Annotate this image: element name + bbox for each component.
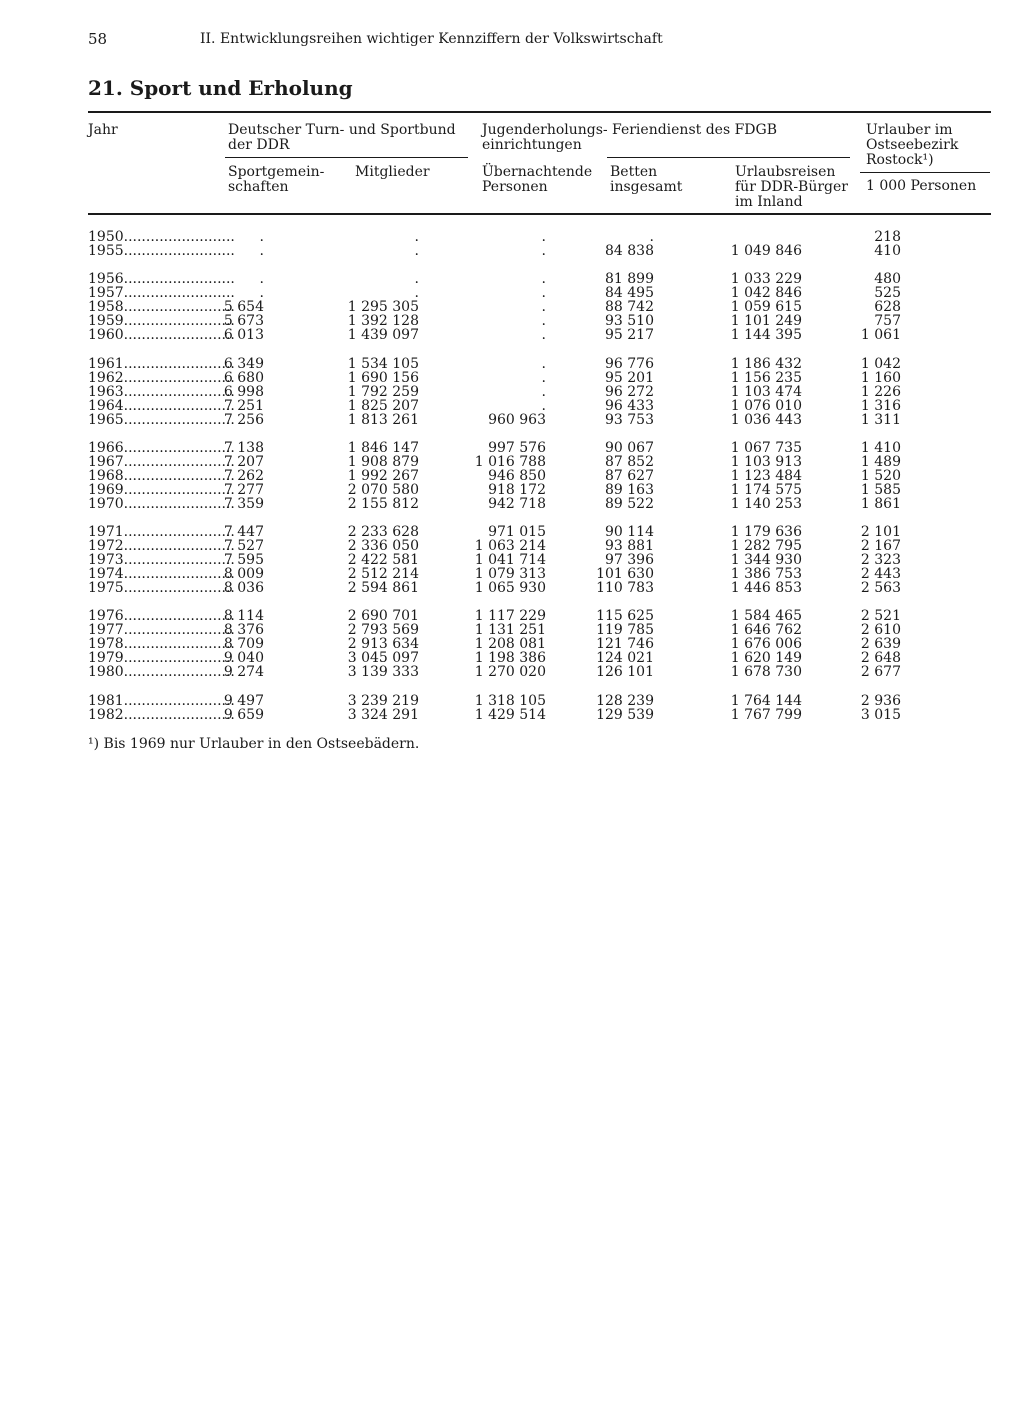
fdgb-beds-cell: 124 021 <box>596 650 654 667</box>
dtsb-members-cell: 1 846 147 <box>347 440 419 456</box>
fdgb-beds-cell: . <box>649 229 654 245</box>
youth-overnight-cell: . <box>541 398 546 415</box>
fdgb-trips-cell: 1 101 249 <box>730 313 802 330</box>
rostock-cell: 2 443 <box>860 566 901 583</box>
fdgb-trips-cell: 1 103 474 <box>730 384 802 401</box>
fdgb-beds-cell: 121 746 <box>596 636 654 653</box>
table-row <box>0 694 1024 708</box>
rostock-cell: 1 160 <box>860 370 901 387</box>
rostock-cell: 2 610 <box>860 622 901 639</box>
col-header-rostock-unit: 1 000 Personen <box>866 178 977 194</box>
fdgb-beds-cell: 115 625 <box>596 608 654 624</box>
dtsb-clubs-cell: 6 680 <box>223 370 264 387</box>
dtsb-members-cell: 1 690 156 <box>347 370 419 387</box>
fdgb-beds-cell: 90 067 <box>605 440 654 456</box>
rostock-cell: 218 <box>874 229 901 245</box>
year-cell: 1950......................... <box>88 229 235 245</box>
dtsb-members-cell: 2 155 812 <box>347 496 419 513</box>
rostock-cell: 2 563 <box>860 580 901 597</box>
youth-overnight-cell: 1 041 714 <box>474 552 546 569</box>
fdgb-beds-cell: 95 201 <box>605 370 654 387</box>
col-header-dtsb: Deutscher Turn- und Sportbund der DDR <box>228 122 456 153</box>
dtsb-members-cell: 1 295 305 <box>347 299 419 316</box>
table-row <box>0 300 1024 314</box>
rostock-cell: 2 936 <box>860 693 901 709</box>
table-row <box>0 525 1024 539</box>
fdgb-trips-cell: 1 174 575 <box>730 482 802 499</box>
dtsb-clubs-cell: 7 251 <box>223 398 264 415</box>
dtsb-members-cell: 2 512 214 <box>347 566 419 583</box>
fdgb-trips-cell: 1 282 795 <box>730 538 802 555</box>
rostock-cell: 1 061 <box>860 327 901 344</box>
fdgb-beds-cell: 96 776 <box>605 356 654 372</box>
year-cell: 1978......................... <box>88 636 235 653</box>
youth-overnight-cell: 1 016 788 <box>474 454 546 471</box>
dtsb-clubs-cell: 7 207 <box>223 454 264 471</box>
fdgb-trips-cell: 1 386 753 <box>730 566 802 583</box>
rostock-cell: 1 316 <box>860 398 901 415</box>
fdgb-beds-cell: 84 838 <box>605 243 654 260</box>
youth-overnight-cell: 1 270 020 <box>474 664 546 681</box>
table-row <box>0 497 1024 511</box>
year-cell: 1980......................... <box>88 664 235 681</box>
dtsb-clubs-cell: 7 277 <box>223 482 264 499</box>
dtsb-members-cell: 1 439 097 <box>347 327 419 344</box>
dtsb-members-cell: 2 070 580 <box>347 482 419 499</box>
table-row <box>0 609 1024 623</box>
rostock-cell: 525 <box>874 285 901 302</box>
youth-overnight-cell: . <box>541 285 546 302</box>
year-cell: 1961......................... <box>88 356 235 372</box>
dtsb-members-cell: 3 139 333 <box>347 664 419 681</box>
table-row <box>0 469 1024 483</box>
dtsb-clubs-cell: . <box>259 271 264 287</box>
header-bottom-rule <box>88 213 991 215</box>
table-row <box>0 230 1024 244</box>
dtsb-clubs-cell: 5 673 <box>223 313 264 330</box>
dtsb-clubs-cell: 8 709 <box>223 636 264 653</box>
table-row <box>0 553 1024 567</box>
fdgb-beds-cell: 88 742 <box>605 299 654 316</box>
col-header-youth-overnight: Übernachtende Personen <box>482 164 593 195</box>
dtsb-clubs-cell: 8 036 <box>223 580 264 597</box>
rostock-cell: 1 042 <box>860 356 901 372</box>
fdgb-beds-cell: 93 881 <box>605 538 654 555</box>
fdgb-beds-cell: 93 753 <box>605 412 654 429</box>
rostock-cell: 1 489 <box>860 454 901 471</box>
fdgb-trips-cell: 1 156 235 <box>730 370 802 387</box>
fdgb-trips-cell: 1 186 432 <box>730 356 802 372</box>
table-row <box>0 371 1024 385</box>
page-number: 58 <box>88 30 108 48</box>
dtsb-members-cell: 3 324 291 <box>347 707 419 724</box>
rostock-cell: 1 311 <box>860 412 901 429</box>
fdgb-beds-cell: 90 114 <box>605 524 654 540</box>
fdgb-trips-cell: 1 144 395 <box>730 327 802 344</box>
fdgb-trips-cell: 1 646 762 <box>730 622 802 639</box>
table-row <box>0 272 1024 286</box>
year-cell: 1979......................... <box>88 650 235 667</box>
dtsb-members-cell: . <box>414 271 419 287</box>
fdgb-group-rule <box>607 157 850 158</box>
fdgb-trips-cell: 1 584 465 <box>730 608 802 624</box>
running-head: II. Entwicklungsreihen wichtiger Kennziffern der Volkswirtschaft <box>200 31 663 47</box>
dtsb-members-cell: 2 690 701 <box>347 608 419 624</box>
table-row <box>0 455 1024 469</box>
youth-overnight-cell: 971 015 <box>488 524 546 540</box>
fdgb-trips-cell: 1 049 846 <box>730 243 802 260</box>
year-cell: 1977......................... <box>88 622 235 639</box>
rostock-cell: 1 585 <box>860 482 901 499</box>
year-cell: 1959......................... <box>88 313 235 330</box>
rostock-cell: 1 410 <box>860 440 901 456</box>
year-cell: 1975......................... <box>88 580 235 597</box>
year-cell: 1957......................... <box>88 285 235 302</box>
rostock-cell: 2 521 <box>860 608 901 624</box>
youth-overnight-cell: . <box>541 299 546 316</box>
dtsb-members-cell: 1 908 879 <box>347 454 419 471</box>
rostock-cell: 1 226 <box>860 384 901 401</box>
year-cell: 1962......................... <box>88 370 235 387</box>
dtsb-clubs-cell: . <box>259 243 264 260</box>
dtsb-members-cell: 1 392 128 <box>347 313 419 330</box>
dtsb-clubs-cell: 9 040 <box>223 650 264 667</box>
year-cell: 1963......................... <box>88 384 235 401</box>
year-cell: 1976......................... <box>88 608 235 624</box>
youth-overnight-cell: 1 079 313 <box>474 566 546 583</box>
youth-overnight-cell: 918 172 <box>488 482 546 499</box>
table-row <box>0 328 1024 342</box>
dtsb-members-cell: 1 534 105 <box>347 356 419 372</box>
youth-overnight-cell: . <box>541 370 546 387</box>
fdgb-trips-cell: 1 059 615 <box>730 299 802 316</box>
youth-overnight-cell: . <box>541 327 546 344</box>
rostock-cell: 1 520 <box>860 468 901 485</box>
youth-overnight-cell: 942 718 <box>488 496 546 513</box>
year-cell: 1960......................... <box>88 327 235 344</box>
rostock-cell: 2 648 <box>860 650 901 667</box>
youth-overnight-cell: 1 208 081 <box>474 636 546 653</box>
fdgb-beds-cell: 129 539 <box>596 707 654 724</box>
table-row <box>0 567 1024 581</box>
year-cell: 1982......................... <box>88 707 235 724</box>
rostock-cell: 480 <box>874 271 901 287</box>
dtsb-members-cell: 2 594 861 <box>347 580 419 597</box>
table-row <box>0 539 1024 553</box>
dtsb-clubs-cell: 7 359 <box>223 496 264 513</box>
dtsb-clubs-cell: 9 497 <box>223 693 264 709</box>
dtsb-clubs-cell: . <box>259 229 264 245</box>
year-cell: 1964......................... <box>88 398 235 415</box>
dtsb-clubs-cell: 7 527 <box>223 538 264 555</box>
youth-overnight-cell: 946 850 <box>488 468 546 485</box>
dtsb-clubs-cell: 7 138 <box>223 440 264 456</box>
table-top-rule <box>88 111 991 113</box>
fdgb-trips-cell: 1 076 010 <box>730 398 802 415</box>
fdgb-trips-cell: 1 123 484 <box>730 468 802 485</box>
year-cell: 1970......................... <box>88 496 235 513</box>
dtsb-members-cell: 3 239 219 <box>347 693 419 709</box>
youth-overnight-cell: 997 576 <box>488 440 546 456</box>
year-cell: 1981......................... <box>88 693 235 709</box>
dtsb-clubs-cell: 7 262 <box>223 468 264 485</box>
fdgb-trips-cell: 1 767 799 <box>730 707 802 724</box>
col-header-fdgb: Feriendienst des FDGB <box>612 122 777 138</box>
year-cell: 1966......................... <box>88 440 235 456</box>
dtsb-members-cell: . <box>414 243 419 260</box>
year-cell: 1958......................... <box>88 299 235 316</box>
youth-overnight-cell: . <box>541 313 546 330</box>
table-row <box>0 665 1024 679</box>
fdgb-beds-cell: 95 217 <box>605 327 654 344</box>
year-cell: 1969......................... <box>88 482 235 499</box>
dtsb-clubs-cell: 6 998 <box>223 384 264 401</box>
dtsb-clubs-cell: 8 376 <box>223 622 264 639</box>
dtsb-members-cell: 3 045 097 <box>347 650 419 667</box>
table-row <box>0 385 1024 399</box>
fdgb-trips-cell: 1 676 006 <box>730 636 802 653</box>
youth-overnight-cell: 1 065 930 <box>474 580 546 597</box>
dtsb-members-cell: 2 793 569 <box>347 622 419 639</box>
dtsb-clubs-cell: 5 654 <box>223 299 264 316</box>
fdgb-trips-cell: 1 042 846 <box>730 285 802 302</box>
fdgb-beds-cell: 128 239 <box>596 693 654 709</box>
dtsb-clubs-cell: 8 114 <box>223 608 264 624</box>
fdgb-beds-cell: 84 495 <box>605 285 654 302</box>
col-header-fdgb-trips: Urlaubsreisen für DDR-Bürger im Inland <box>735 164 848 210</box>
rostock-cell: 410 <box>874 243 901 260</box>
section-title: 21. Sport und Erholung <box>88 76 353 100</box>
table-row <box>0 357 1024 371</box>
year-cell: 1956......................... <box>88 271 235 287</box>
table-row <box>0 441 1024 455</box>
dtsb-clubs-cell: 9 274 <box>223 664 264 681</box>
fdgb-trips-cell: 1 764 144 <box>730 693 802 709</box>
youth-overnight-cell: 1 318 105 <box>474 693 546 709</box>
youth-overnight-cell: . <box>541 356 546 372</box>
dtsb-members-cell: . <box>414 229 419 245</box>
fdgb-beds-cell: 101 630 <box>596 566 654 583</box>
year-cell: 1968......................... <box>88 468 235 485</box>
table-row <box>0 399 1024 413</box>
year-cell: 1965......................... <box>88 412 235 429</box>
dtsb-clubs-cell: 8 009 <box>223 566 264 583</box>
year-cell: 1971......................... <box>88 524 235 540</box>
dtsb-clubs-cell: 7 256 <box>223 412 264 429</box>
youth-overnight-cell: . <box>541 271 546 287</box>
fdgb-trips-cell: 1 103 913 <box>730 454 802 471</box>
footnote: ¹) Bis 1969 nur Urlauber in den Ostseebädern. <box>88 736 420 752</box>
dtsb-clubs-cell: 6 349 <box>223 356 264 372</box>
table-row <box>0 244 1024 258</box>
rostock-cell: 757 <box>874 313 901 330</box>
rostock-cell: 2 101 <box>860 524 901 540</box>
year-cell: 1973......................... <box>88 552 235 569</box>
youth-overnight-cell: 1 131 251 <box>474 622 546 639</box>
fdgb-trips-cell: 1 179 636 <box>730 524 802 540</box>
dtsb-members-cell: 2 233 628 <box>347 524 419 540</box>
dtsb-clubs-cell: 6 013 <box>223 327 264 344</box>
col-header-rostock: Urlauber im Ostseebezirk Rostock¹) <box>866 122 959 168</box>
dtsb-members-cell: 2 913 634 <box>347 636 419 653</box>
year-cell: 1955......................... <box>88 243 235 260</box>
rostock-cell: 2 639 <box>860 636 901 653</box>
dtsb-members-cell: . <box>414 285 419 302</box>
fdgb-trips-cell: 1 344 930 <box>730 552 802 569</box>
rostock-cell: 2 677 <box>860 664 901 681</box>
table-row <box>0 581 1024 595</box>
fdgb-trips-cell: 1 140 253 <box>730 496 802 513</box>
dtsb-members-cell: 1 992 267 <box>347 468 419 485</box>
table-row <box>0 623 1024 637</box>
rostock-cell: 2 323 <box>860 552 901 569</box>
table-row <box>0 651 1024 665</box>
fdgb-beds-cell: 126 101 <box>596 664 654 681</box>
fdgb-beds-cell: 96 272 <box>605 384 654 401</box>
col-header-year: Jahr <box>88 122 118 138</box>
dtsb-members-cell: 2 336 050 <box>347 538 419 555</box>
rostock-cell: 1 861 <box>860 496 901 513</box>
dtsb-members-cell: 1 792 259 <box>347 384 419 401</box>
dtsb-members-cell: 2 422 581 <box>347 552 419 569</box>
fdgb-trips-cell: 1 067 735 <box>730 440 802 456</box>
fdgb-trips-cell: 1 033 229 <box>730 271 802 287</box>
fdgb-beds-cell: 87 627 <box>605 468 654 485</box>
table-row <box>0 314 1024 328</box>
col-header-youth: Jugenderholungs-einrichtungen <box>482 122 608 153</box>
fdgb-trips-cell: 1 036 443 <box>730 412 802 429</box>
dtsb-group-rule <box>225 157 468 158</box>
col-header-dtsb-members: Mitglieder <box>355 164 430 180</box>
table-row <box>0 483 1024 497</box>
dtsb-members-cell: 1 825 207 <box>347 398 419 415</box>
youth-overnight-cell: 1 198 386 <box>474 650 546 667</box>
rostock-cell: 2 167 <box>860 538 901 555</box>
year-cell: 1972......................... <box>88 538 235 555</box>
fdgb-trips-cell: 1 678 730 <box>730 664 802 681</box>
col-header-fdgb-beds: Betten insgesamt <box>610 164 683 195</box>
year-cell: 1967......................... <box>88 454 235 471</box>
youth-overnight-cell: . <box>541 384 546 401</box>
dtsb-clubs-cell: . <box>259 285 264 302</box>
dtsb-members-cell: 1 813 261 <box>347 412 419 429</box>
fdgb-trips-cell: 1 446 853 <box>730 580 802 597</box>
fdgb-beds-cell: 89 163 <box>605 482 654 499</box>
dtsb-clubs-cell: 7 447 <box>223 524 264 540</box>
rostock-cell: 628 <box>874 299 901 316</box>
rostock-cell: 3 015 <box>860 707 901 724</box>
youth-overnight-cell: 1 429 514 <box>474 707 546 724</box>
fdgb-beds-cell: 96 433 <box>605 398 654 415</box>
table-row <box>0 286 1024 300</box>
fdgb-beds-cell: 110 783 <box>596 580 654 597</box>
fdgb-beds-cell: 81 899 <box>605 271 654 287</box>
fdgb-trips-cell: 1 620 149 <box>730 650 802 667</box>
fdgb-beds-cell: 119 785 <box>596 622 654 639</box>
fdgb-beds-cell: 93 510 <box>605 313 654 330</box>
fdgb-beds-cell: 87 852 <box>605 454 654 471</box>
fdgb-beds-cell: 89 522 <box>605 496 654 513</box>
youth-overnight-cell: 960 963 <box>488 412 546 429</box>
table-row <box>0 413 1024 427</box>
table-row <box>0 637 1024 651</box>
year-cell: 1974......................... <box>88 566 235 583</box>
col-header-dtsb-clubs: Sportgemein-schaften <box>228 164 325 195</box>
youth-overnight-cell: . <box>541 229 546 245</box>
youth-overnight-cell: 1 117 229 <box>474 608 546 624</box>
fdgb-beds-cell: 97 396 <box>605 552 654 569</box>
youth-overnight-cell: . <box>541 243 546 260</box>
rostock-unit-rule <box>860 172 990 173</box>
youth-overnight-cell: 1 063 214 <box>474 538 546 555</box>
dtsb-clubs-cell: 9 659 <box>223 707 264 724</box>
table-row <box>0 708 1024 722</box>
dtsb-clubs-cell: 7 595 <box>223 552 264 569</box>
